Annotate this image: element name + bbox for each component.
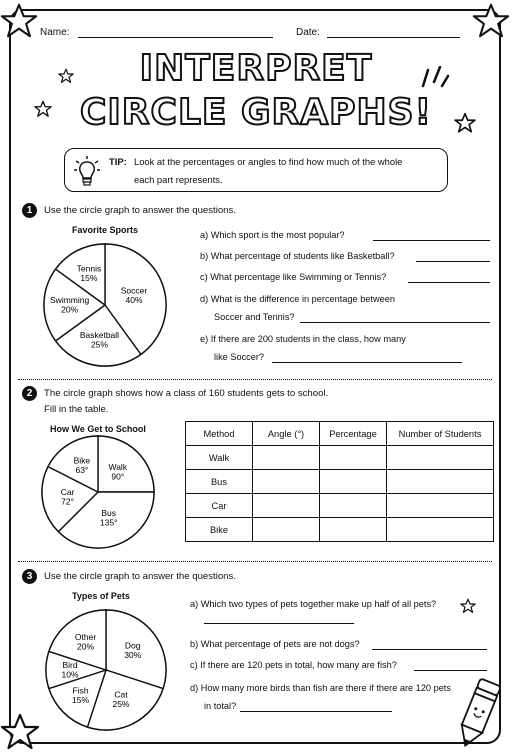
column-header: Method: [186, 422, 253, 446]
tip-box: [64, 148, 448, 192]
star-icon: [472, 2, 510, 40]
column-header: Angle (°): [253, 422, 320, 446]
chart1-title: Favorite Sports: [72, 225, 139, 235]
pie-label: Soccer 40%: [120, 285, 148, 306]
date-field[interactable]: [327, 37, 460, 38]
section2-instruction-line1: The circle graph shows how a class of 160 students gets to school.: [44, 388, 329, 399]
question-1e-line2: like Soccer?: [214, 352, 265, 362]
name-label: Name:: [40, 27, 70, 38]
section1-instruction: Use the circle graph to answer the questions.: [44, 205, 236, 216]
chart1-pie: [40, 240, 170, 370]
table-cell-input[interactable]: [387, 470, 494, 494]
answer-line[interactable]: [300, 322, 490, 323]
chart3-title: Types of Pets: [72, 591, 130, 601]
fill-in-table: [185, 421, 494, 542]
table-cell-input[interactable]: [253, 494, 320, 518]
table-row: [186, 494, 494, 518]
table-cell-input[interactable]: [387, 446, 494, 470]
table-row: [186, 470, 494, 494]
table-cell-input[interactable]: [320, 446, 387, 470]
table-cell-input[interactable]: [387, 518, 494, 542]
tip-text-line1: Look at the percentages or angles to find how much of the whole: [134, 156, 403, 167]
table-cell-input[interactable]: [253, 518, 320, 542]
row-label: Bus: [186, 470, 253, 494]
question-3a: a) Which two types of pets together make up half of all pets?: [190, 599, 437, 609]
chart3-pie: [42, 606, 170, 734]
tip-label: TIP:: [109, 156, 127, 167]
pencil-icon: [450, 676, 506, 752]
question-1e-line1: e) If there are 200 students in the class, how many: [200, 334, 406, 344]
star-icon: [460, 598, 476, 614]
table-cell-input[interactable]: [253, 470, 320, 494]
table-cell-input[interactable]: [320, 470, 387, 494]
chart2-pie: [38, 432, 158, 552]
section-divider: [18, 561, 492, 562]
pie-label: Tennis 15%: [76, 263, 102, 283]
answer-line[interactable]: [272, 362, 462, 363]
question-1d-line1: d) What is the difference in percentage between: [200, 294, 395, 304]
answer-line[interactable]: [416, 261, 490, 262]
question-1c: c) What percentage like Swimming or Tennis?: [200, 272, 387, 282]
chart2-title: How We Get to School: [50, 424, 146, 434]
pie-label: Dog 30%: [124, 640, 142, 661]
question-number: 3: [22, 569, 37, 584]
question-number: 1: [22, 203, 37, 218]
page-title-line2: CIRCLE GRAPHS!: [79, 92, 432, 133]
pie-label: Car 72°: [60, 486, 75, 507]
pie-label: Cat 25%: [112, 689, 130, 709]
pie-label: Other 20%: [74, 631, 97, 652]
question-3d-line1: d) How many more birds than fish are there if there are 120 pets: [190, 683, 451, 693]
section-divider: [18, 379, 492, 380]
pie-label: Walk 90°: [108, 462, 128, 482]
question-1b: b) What percentage of students like Basketball?: [200, 251, 395, 261]
table-cell-input[interactable]: [387, 494, 494, 518]
question-3b: b) What percentage of pets are not dogs?: [190, 639, 360, 649]
question-3d-line2: in total?: [204, 701, 237, 711]
row-label: Car: [186, 494, 253, 518]
answer-line[interactable]: [414, 670, 487, 671]
answer-line[interactable]: [204, 623, 354, 624]
question-number: 2: [22, 386, 37, 401]
question-3c: c) If there are 120 pets in total, how many are fish?: [190, 660, 397, 670]
table-cell-input[interactable]: [320, 518, 387, 542]
lightbulb-icon: [73, 155, 101, 187]
star-icon: [0, 2, 38, 40]
page-title-line1: INTERPRET: [139, 48, 373, 89]
row-label: Bike: [186, 518, 253, 542]
table-header-row: [186, 422, 494, 446]
answer-line[interactable]: [372, 649, 487, 650]
pie-label: Fish 15%: [72, 685, 90, 705]
name-field[interactable]: [78, 37, 273, 38]
column-header: Percentage: [320, 422, 387, 446]
question-1d-line2: Soccer and Tennis?: [214, 312, 295, 322]
section3-instruction: Use the circle graph to answer the questions.: [44, 571, 236, 582]
table-cell-input[interactable]: [253, 446, 320, 470]
pie-label: Basketball 25%: [79, 329, 120, 350]
table-cell-input[interactable]: [320, 494, 387, 518]
star-icon: [0, 712, 40, 752]
answer-line[interactable]: [373, 240, 490, 241]
answer-line[interactable]: [408, 282, 490, 283]
table-row: [186, 446, 494, 470]
pie-label: Bus 135°: [99, 507, 118, 528]
table-row: [186, 518, 494, 542]
pie-label: Swimming 20%: [50, 295, 90, 315]
tip-text-line2: each part represents.: [134, 174, 223, 185]
row-label: Walk: [186, 446, 253, 470]
column-header: Number of Students: [387, 422, 494, 446]
answer-line[interactable]: [240, 711, 392, 712]
date-label: Date:: [296, 27, 320, 38]
pie-label: Bird 10%: [61, 660, 79, 680]
question-1a: a) Which sport is the most popular?: [200, 230, 345, 240]
pie-label: Bike 63°: [73, 455, 91, 476]
section2-instruction-line2: Fill in the table.: [44, 404, 109, 415]
